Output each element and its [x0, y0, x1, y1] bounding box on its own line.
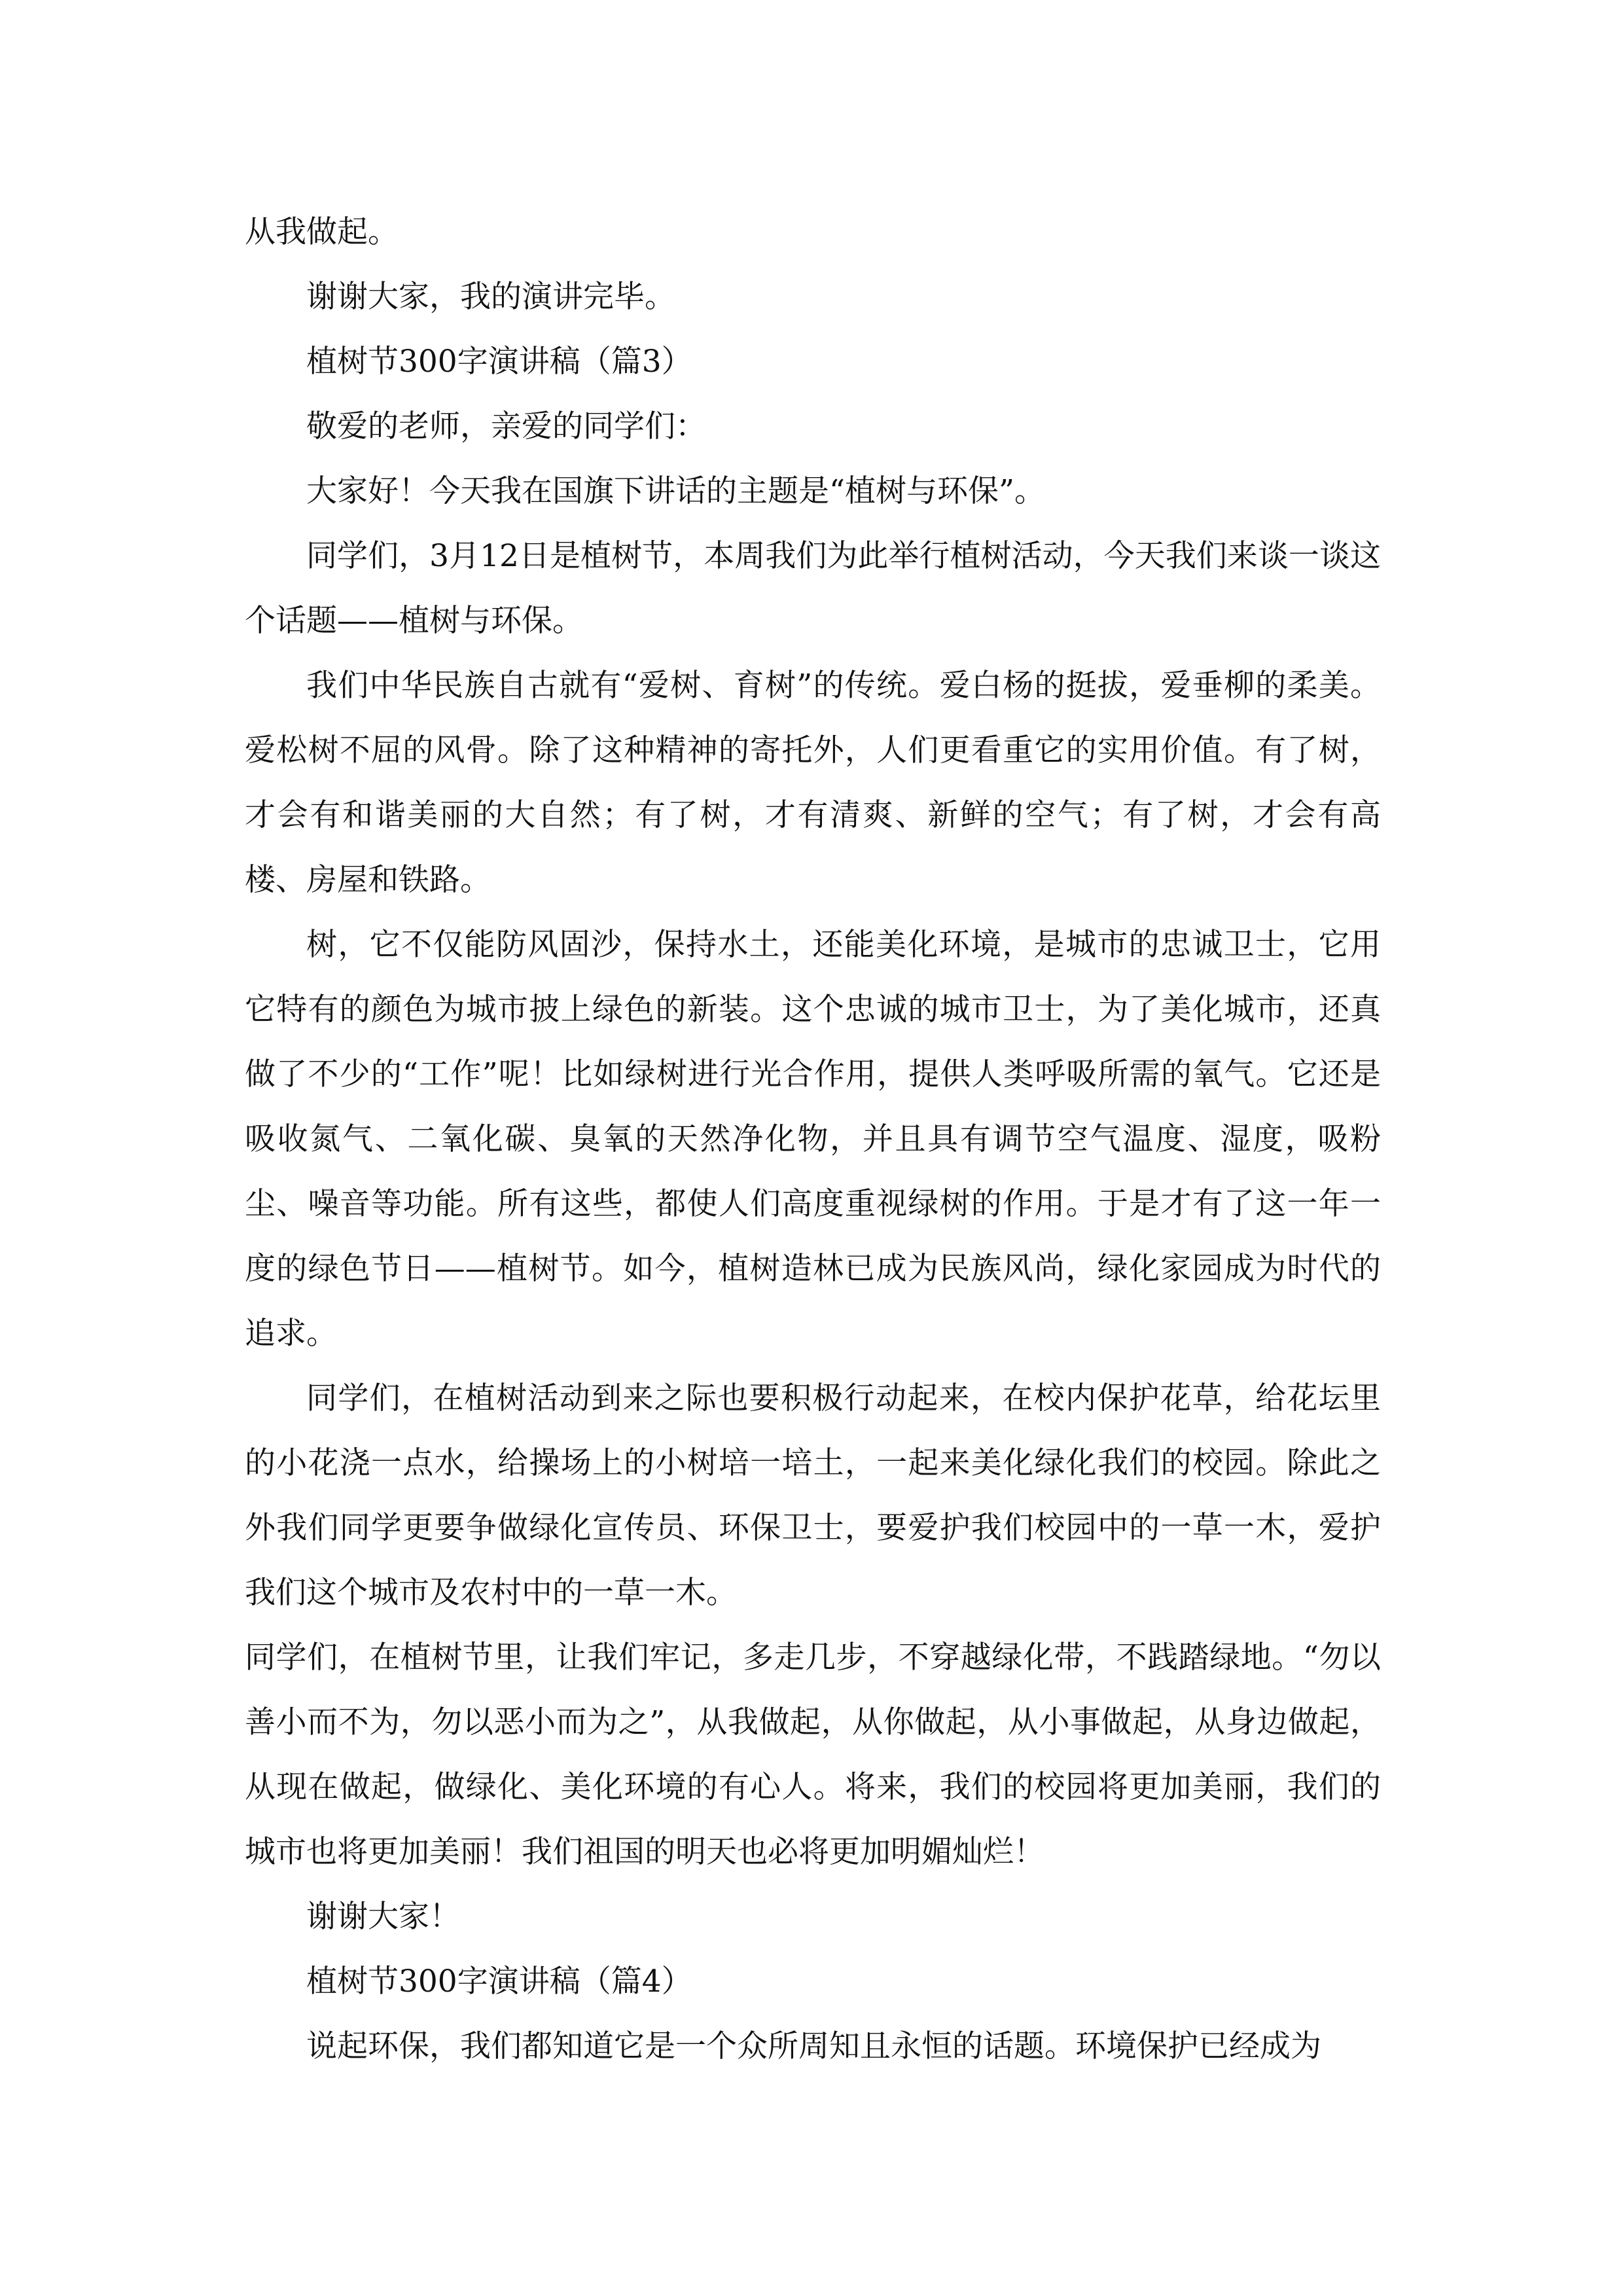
paragraph-body: 同学们，在植树节里，让我们牢记，多走几步，不穿越绿化带，不践踏绿地。“勿以善小而不为，勿以恶小而为之”，从我做起，从你做起，从小事做起，从身边做起，从现在做起，做绿化、美化环境的有心人。将来，我们的校园将更加美丽，我们的城市也将更加美丽！我们祖国的明天也必将更加明媚灿烂！ [245, 1640, 1381, 1870]
section-heading-4: 植树节300字演讲稿（篇4） [306, 1964, 692, 2000]
paragraph-salutation: 敬爱的老师，亲爱的同学们： [306, 408, 706, 444]
paragraph-thanks: 谢谢大家！ [306, 1899, 460, 1935]
paragraph-body: 同学们，在植树活动到来之际也要积极行动起来，在校内保护花草，给花坛里的小花浇一点水，给操场上的小树培一培土，一起来美化绿化我们的校园。除此之外我们同学更要争做绿化宣传员、环保卫士，要爱护我们校园中的一草一木，爱护我们这个城市及农村中的一草一木。 [245, 1380, 1381, 1611]
paragraph-body: 说起环保，我们都知道它是一个众所周知且永恒的话题。环境保护已经成为 [306, 2028, 1321, 2064]
paragraph-body: 我们中华民族自古就有“爱树、育树”的传统。爱白杨的挺拔，爱垂柳的柔美。爱松树不屈的风骨。除了这种精神的寄托外，人们更看重它的实用价值。有了树，才会有和谐美丽的大自然；有了树，才有清爽、新鲜的空气；有了树，才会有高楼、房屋和铁路。 [245, 668, 1381, 898]
paragraph-body: 同学们，3月12日是植树节，本周我们为此举行植树活动，今天我们来谈一谈这个话题——植树与环保。 [245, 538, 1381, 639]
paragraph-greeting: 大家好！今天我在国旗下讲话的主题是“植树与环保”。 [306, 473, 1046, 509]
paragraph-continuation: 从我做起。 [245, 214, 399, 250]
paragraph-closing-thanks: 谢谢大家，我的演讲完毕。 [306, 279, 675, 315]
section-heading-3: 植树节300字演讲稿（篇3） [306, 344, 692, 380]
document-body [245, 200, 1381, 2079]
paragraph-body: 树，它不仅能防风固沙，保持水土，还能美化环境，是城市的忠诚卫士，它用它特有的颜色为城市披上绿色的新装。这个忠诚的城市卫士，为了美化城市，还真做了不少的“工作”呢！比如绿树进行光合作用，提供人类呼吸所需的氧气。它还是吸收氮气、二氧化碳、臭氧的天然净化物，并且具有调节空气温度、湿度，吸粉尘、噪音等功能。所有这些，都使人们高度重视绿树的作用。于是才有了这一年一度的绿色节日——植树节。如今，植树造林已成为民族风尚，绿化家园成为时代的追求。 [245, 927, 1381, 1352]
